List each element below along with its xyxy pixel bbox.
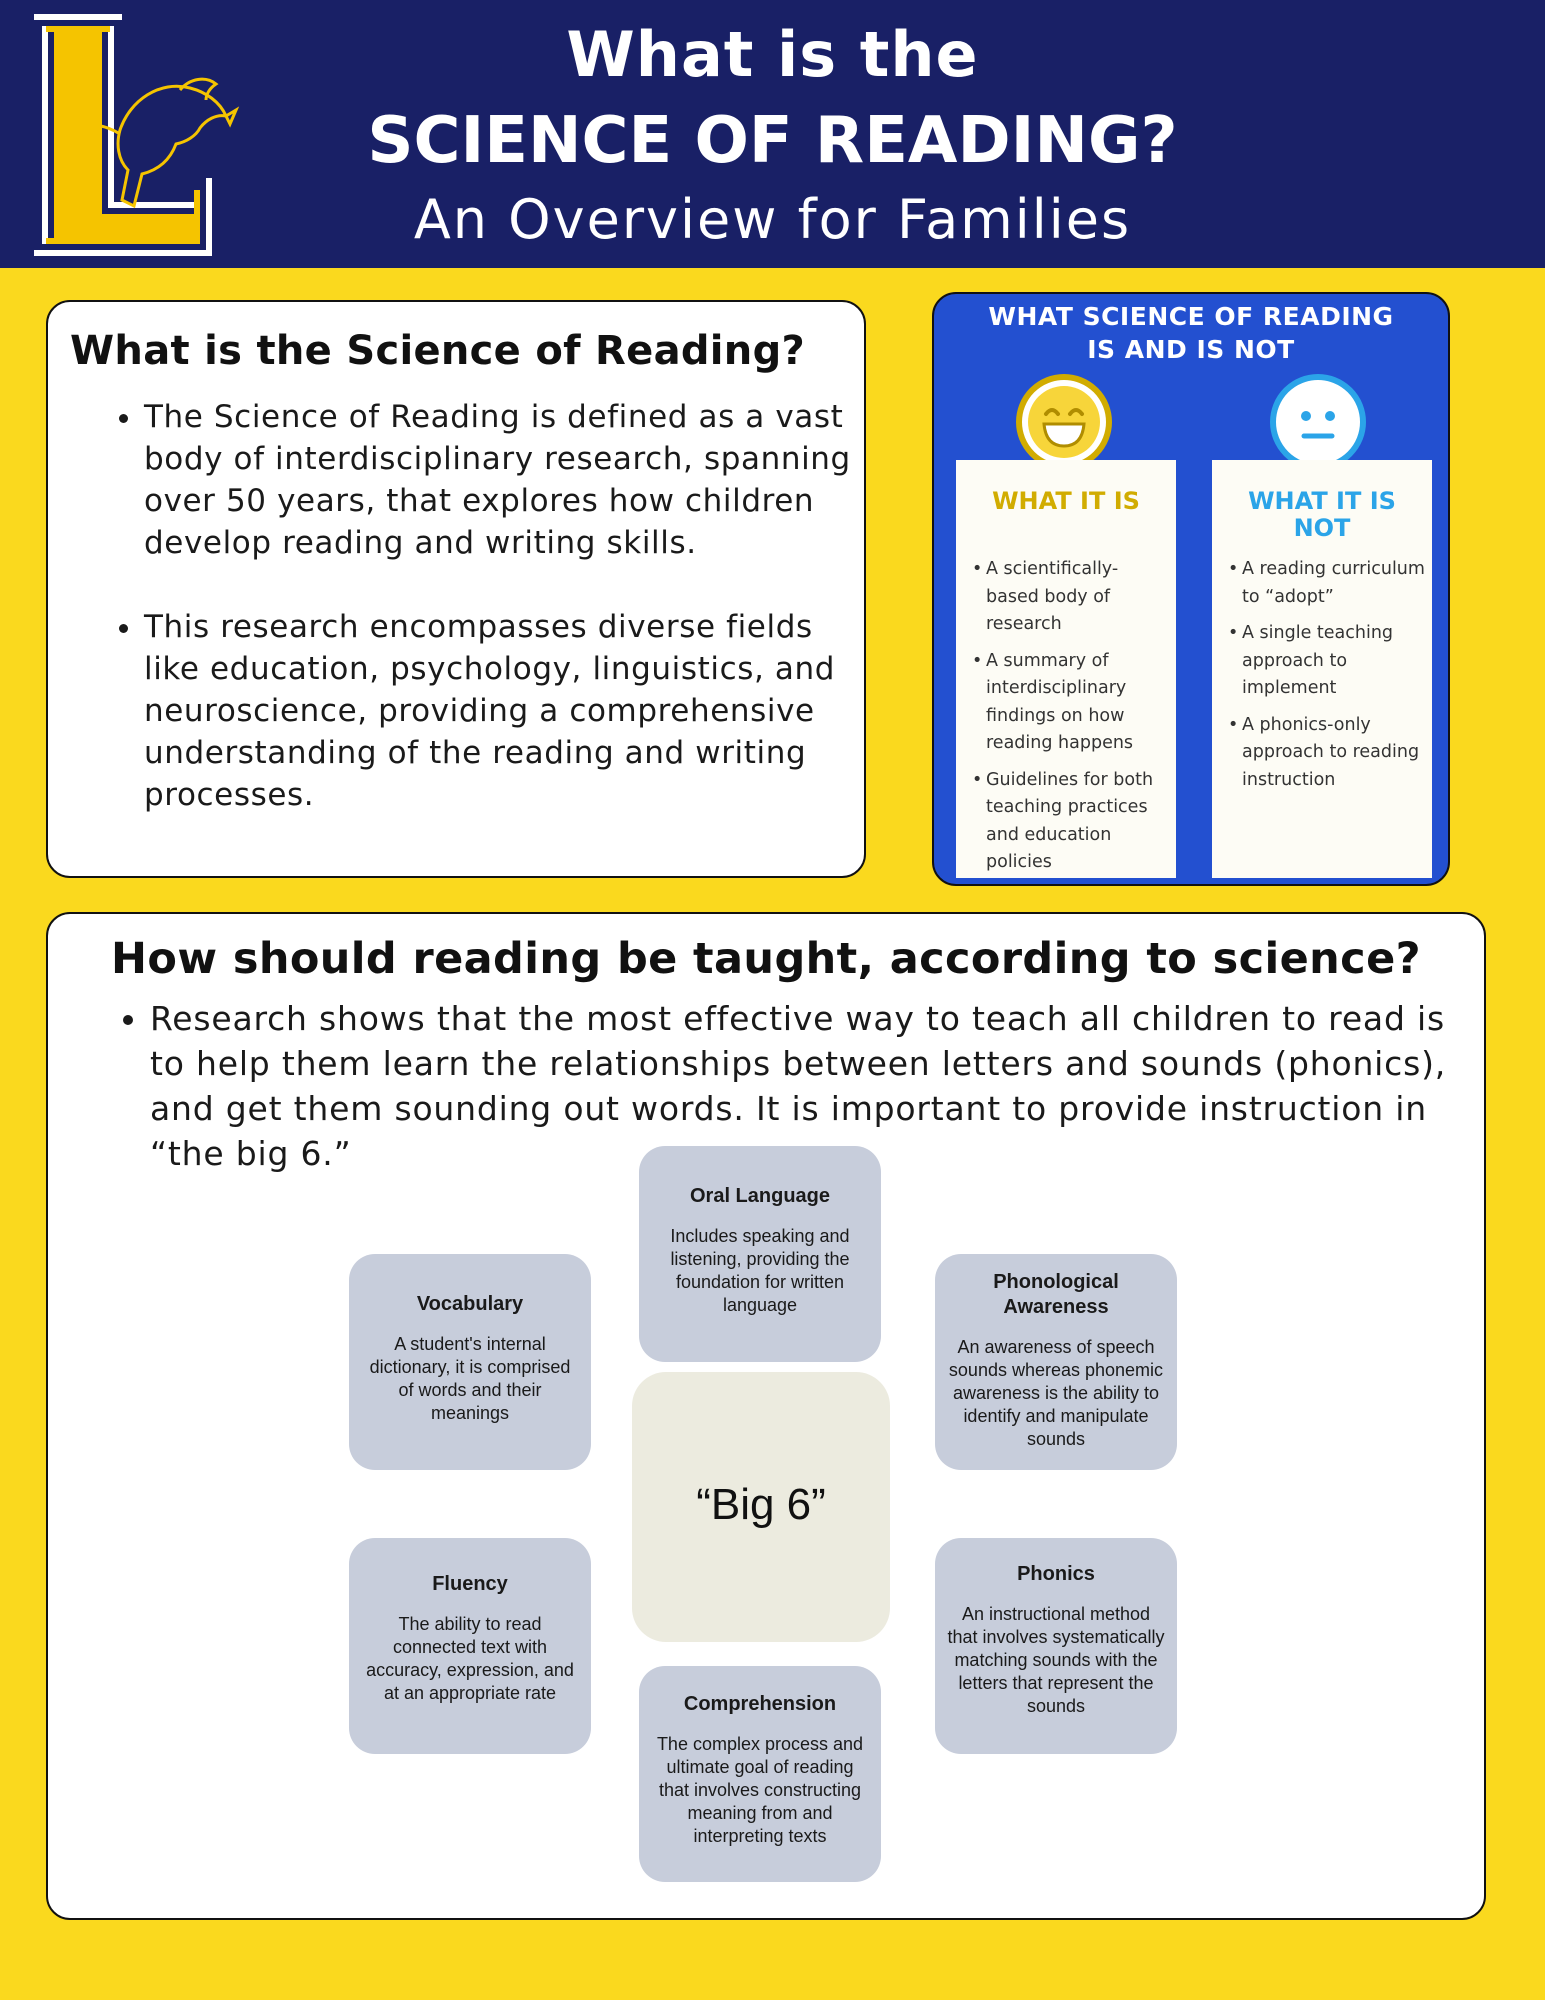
section2-heading: How should reading be taught, according to science? [111, 934, 1421, 984]
list-item: • A single teaching approach to implement [1242, 620, 1426, 703]
big-6-label: “Big 6” [696, 1480, 826, 1529]
section1-heading: What is the Science of Reading? [70, 328, 806, 374]
page-title-line2: SCIENCE OF READING? [367, 104, 1178, 178]
phonological-awareness-box: Phonological Awareness An awareness of speech sounds whereas phonemic awareness is the ability to identify and manipulate sounds [935, 1254, 1177, 1470]
page-subtitle: An Overview for Families [413, 188, 1132, 251]
what-it-is-not-list [1226, 556, 1426, 803]
smiling-face-icon [1016, 374, 1112, 470]
what-it-is-column [956, 460, 1176, 878]
phonics-box: Phonics An instructional method that involves systematically matching sounds with the letters that represent the sounds [935, 1538, 1177, 1754]
page-title-line1: What is the [566, 18, 979, 91]
list-item: • A reading curriculum to “adopt” [1242, 556, 1426, 611]
svg-text:L: L [160, 30, 161, 31]
what-it-is-list [970, 556, 1170, 886]
list-item: • A scientifically-based body of research [986, 556, 1170, 639]
section2-bullet: • Research shows that the most effective way to teach all children to read is to help them learn the relationships between letters and sounds (phonics), and get them sounding out words. It is important to provide instruction in “the big 6.” [150, 996, 1470, 1176]
what-it-is-heading: WHAT IT IS [992, 487, 1140, 515]
what-it-is-not-heading: WHAT IT IS NOT [1248, 487, 1396, 542]
vocabulary-box: Vocabulary A student's internal dictionary, it is comprised of words and their meanings [349, 1254, 591, 1470]
is-and-is-not-infographic [932, 292, 1450, 886]
section1-bullet: • This research encompasses diverse fields like education, psychology, linguistics, and neuroscience, providing a comprehensive understanding of the reading and writing processes. [144, 606, 852, 816]
list-item: • A phonics-only approach to reading instruction [1242, 712, 1426, 795]
list-item: • A summary of interdisciplinary findings on how reading happens [986, 648, 1170, 758]
what-is-sor-card [46, 300, 866, 878]
oral-language-box: Oral Language Includes speaking and listening, providing the foundation for written language [639, 1146, 881, 1362]
list-item: • Guidelines for both teaching practices and education policies [986, 767, 1170, 877]
big-6-center [632, 1372, 890, 1642]
comprehension-box: Comprehension The complex process and ultimate goal of reading that involves constructing meaning from and interpreting texts [639, 1666, 881, 1882]
header-banner [0, 0, 1545, 268]
section1-bullet: • The Science of Reading is defined as a vast body of interdisciplinary research, spanning over 50 years, that explores how children develop reading and writing skills. [144, 396, 852, 564]
section1-bullets [92, 396, 852, 816]
neutral-face-icon [1270, 374, 1366, 470]
what-it-is-not-column [1212, 460, 1432, 878]
fluency-box: Fluency The ability to read connected text with accuracy, expression, and at an appropriate rate [349, 1538, 591, 1754]
infographic-title: WHAT SCIENCE OF READING IS AND IS NOT [988, 302, 1394, 364]
